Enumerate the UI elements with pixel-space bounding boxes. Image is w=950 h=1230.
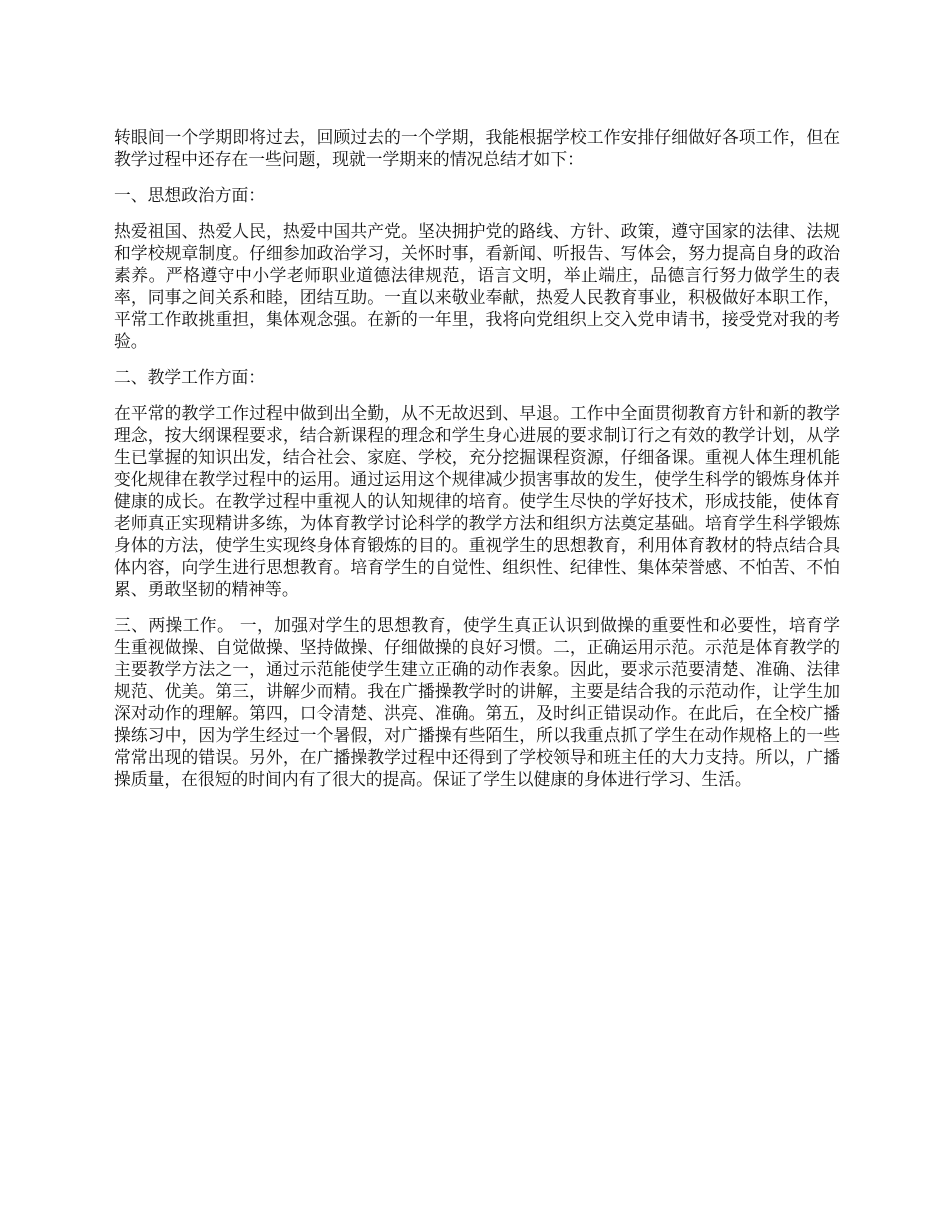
section-body-political: 热爱祖国、热爱人民，热爱中国共产党。坚决拥护党的路线、方针、政策，遵守国家的法律、法规和学校规章制度。仔细参加政治学习，关怀时事，看新闻、听报告、写体会，努力提高自身的政治素养。严格遵守中小学老师职业道德法律规范，语言文明，举止端庄，品德言行努力做学生的表率，同事之间关系和睦，团结互助。一直以来敬业奉献，热爱人民教育事业，积极做好本职工作，平常工作敢挑重担，集体观念强。在新的一年里，我将向党组织上交入党申请书，接受党对我的考验。 xyxy=(114,221,840,351)
section-body-exercises: 三、两操工作。 一，加强对学生的思想教育，使学生真正认识到做操的重要性和必要性，培育学生重视做操、自觉做操、坚持做操、仔细做操的良好习惯。二，正确运用示范。示范是体育教学的主要教学方法之一，通过示范能使学生建立正确的动作表象。因此，要求示范要清楚、准确、法律规范、优美。第三，讲解少而精。我在广播操教学时的讲解，主要是结合我的示范动作，让学生加深对动作的理解。第四，口令清楚、洪亮、准确。第五，及时纠正错误动作。在此后，在全校广播操练习中，因为学生经过一个暑假，对广播操有些陌生，所以我重点抓了学生在动作规格上的一些常常出现的错误。另外，在广播操教学过程中还得到了学校领导和班主任的大力支持。所以，广播操质量，在很短的时间内有了很大的提高。保证了学生以健康的身体进行学习、生活。 xyxy=(114,615,840,789)
intro-paragraph: 转眼间一个学期即将过去，回顾过去的一个学期，我能根据学校工作安排仔细做好各项工作，但在教学过程中还存在一些问题，现就一学期来的情况总结才如下： xyxy=(114,127,840,169)
section-heading-teaching: 二、教学工作方面： xyxy=(114,367,266,387)
document-body xyxy=(114,126,840,804)
section-body-teaching: 在平常的教学工作过程中做到出全勤，从不无故迟到、早退。工作中全面贯彻教育方针和新的教学理念，按大纲课程要求，结合新课程的理念和学生身心进展的要求制订行之有效的教学计划，从学生已掌握的知识出发，结合社会、家庭、学校，充分挖掘课程资源，仔细备课。重视人体生理机能变化规律在教学过程中的运用。通过运用这个规律减少损害事故的发生，使学生科学的锻炼身体并健康的成长。在教学过程中重视人的认知规律的培育。使学生尽快的学好技术，形成技能，使体育老师真正实现精讲多练，为体育教学讨论科学的教学方法和组织方法奠定基础。培育学生科学锻炼身体的方法，使学生实现终身体育锻炼的目的。重视学生的思想教育，利用体育教材的特点结合具体内容，向学生进行思想教育。培育学生的自觉性、组织性、纪律性、集体荣誉感、不怕苦、不怕累、勇敢坚韧的精神等。 xyxy=(114,403,840,599)
section-heading-political: 一、思想政治方面： xyxy=(114,185,266,205)
